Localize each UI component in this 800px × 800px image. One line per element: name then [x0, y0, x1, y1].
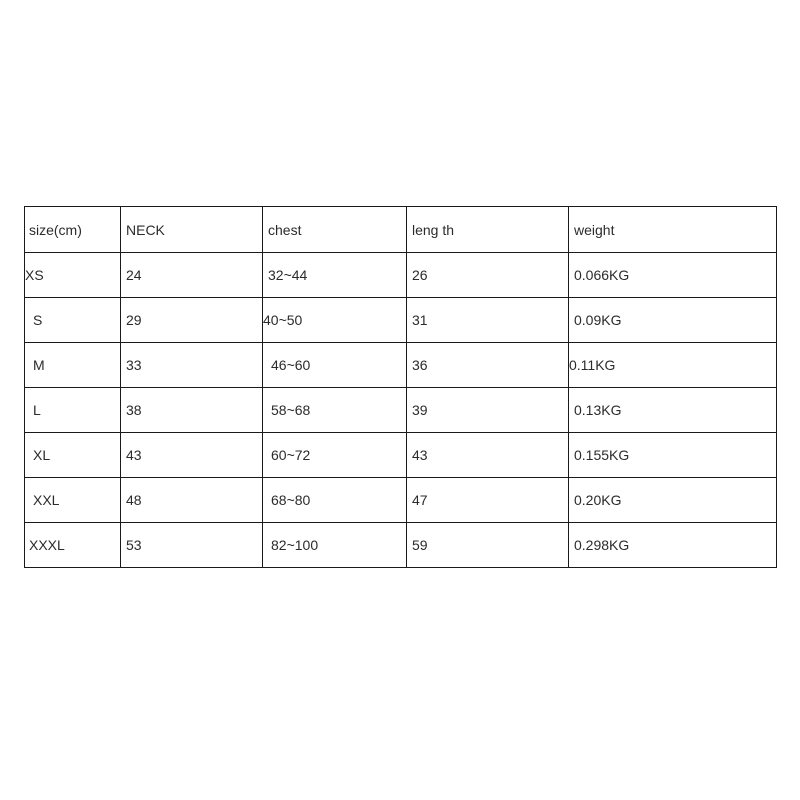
- header-size: size(cm): [25, 207, 121, 253]
- cell-length: 26: [407, 253, 569, 298]
- cell-weight: 0.155KG: [569, 433, 777, 478]
- cell-length: 43: [407, 433, 569, 478]
- cell-size: XXXL: [25, 523, 121, 568]
- cell-length: 59: [407, 523, 569, 568]
- header-neck: NECK: [121, 207, 263, 253]
- cell-size: XS: [25, 253, 121, 298]
- cell-weight: 0.09KG: [569, 298, 777, 343]
- cell-chest: 82~100: [263, 523, 407, 568]
- cell-size: XL: [25, 433, 121, 478]
- cell-weight: 0.298KG: [569, 523, 777, 568]
- cell-neck: 33: [121, 343, 263, 388]
- cell-neck: 24: [121, 253, 263, 298]
- header-chest: chest: [263, 207, 407, 253]
- table-row: [25, 388, 777, 433]
- table-row: [25, 433, 777, 478]
- header-weight: weight: [569, 207, 777, 253]
- cell-size: XXL: [25, 478, 121, 523]
- cell-length: 36: [407, 343, 569, 388]
- cell-chest: 68~80: [263, 478, 407, 523]
- table-row: [25, 253, 777, 298]
- cell-neck: 29: [121, 298, 263, 343]
- cell-weight: 0.11KG: [569, 343, 777, 388]
- cell-chest: 58~68: [263, 388, 407, 433]
- cell-chest: 46~60: [263, 343, 407, 388]
- cell-chest: 40~50: [263, 298, 407, 343]
- cell-weight: 0.066KG: [569, 253, 777, 298]
- cell-chest: 60~72: [263, 433, 407, 478]
- table-row: [25, 523, 777, 568]
- cell-length: 31: [407, 298, 569, 343]
- cell-neck: 53: [121, 523, 263, 568]
- cell-size: S: [25, 298, 121, 343]
- cell-length: 39: [407, 388, 569, 433]
- cell-weight: 0.20KG: [569, 478, 777, 523]
- table-header-row: [25, 207, 777, 253]
- cell-neck: 38: [121, 388, 263, 433]
- cell-size: M: [25, 343, 121, 388]
- size-chart-table: [24, 206, 777, 568]
- table-row: [25, 478, 777, 523]
- cell-size: L: [25, 388, 121, 433]
- cell-chest: 32~44: [263, 253, 407, 298]
- table-row: [25, 298, 777, 343]
- cell-weight: 0.13KG: [569, 388, 777, 433]
- cell-neck: 48: [121, 478, 263, 523]
- cell-neck: 43: [121, 433, 263, 478]
- header-length: leng th: [407, 207, 569, 253]
- cell-length: 47: [407, 478, 569, 523]
- table-row: [25, 343, 777, 388]
